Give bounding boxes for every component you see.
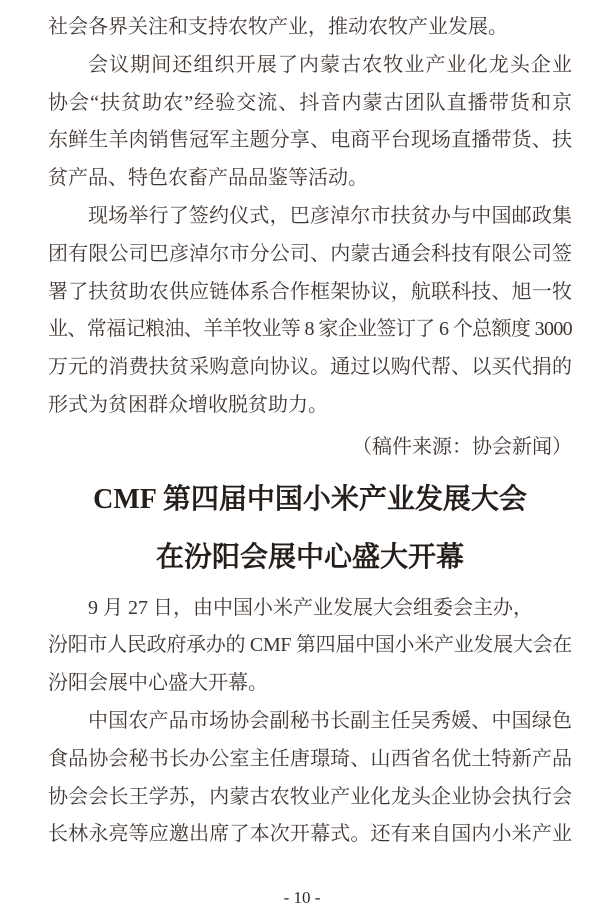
text-line: 协会“扶贫助农”经验交流、抖音内蒙古团队直播带货和京 — [48, 91, 572, 114]
text-line: 食品协会秘书长办公室主任唐璟琦、山西省名优土特新产品 — [48, 747, 572, 770]
text-line: 贫产品、特色农畜产品品鉴等活动。 — [48, 167, 368, 190]
text-line: 东鲜生羊肉销售冠军主题分享、电商平台现场直播带货、扶 — [48, 129, 572, 152]
text-line: 万元的消费扶贫采购意向协议。通过以购代帮、以买代捐的 — [48, 356, 572, 379]
text-line: 协会会长王学苏，内蒙古农牧业产业化龙头企业协会执行会 — [48, 785, 572, 808]
text-line: 中国农产品市场协会副秘书长副主任吴秀媛、中国绿色 — [88, 709, 572, 732]
text-line: 9 月 27 日，由中国小米产业发展大会组委会主办， — [88, 596, 533, 619]
text-line: 现场举行了签约仪式，巴彦淖尔市扶贫办与中国邮政集 — [88, 204, 572, 227]
page-number: - 10 - — [283, 888, 321, 907]
text-line: 形式为贫困群众增收脱贫助力。 — [48, 393, 328, 416]
article-new-body — [48, 590, 572, 855]
text-line: 汾阳会展中心盛大开幕。 — [48, 672, 268, 695]
article-title-line-1: CMF 第四届中国小米产业发展大会 — [93, 483, 527, 515]
article-continued-body — [48, 9, 572, 425]
text-line: 长林永亮等应邀出席了本次开幕式。还有来自国内小米产业 — [48, 823, 572, 846]
text-line: 署了扶贫助农供应链体系合作框架协议，航联科技、旭一牧 — [48, 280, 572, 303]
text-line: 社会各界关注和支持农牧产业，推动农牧产业发展。 — [48, 16, 508, 38]
article-title-line-2: 在汾阳会展中心盛大开幕 — [155, 541, 464, 573]
text-line: 汾阳市人民政府承办的 CMF 第四届中国小米产业发展大会在 — [48, 634, 572, 657]
text-line: 会议期间还组织开展了内蒙古农牧业产业化龙头企业 — [88, 53, 572, 76]
text-line: 业、常福记粮油、羊羊牧业等 8 家企业签订了 6 个总额度 3000 — [48, 318, 572, 341]
text-line: 团有限公司巴彦淖尔市分公司、内蒙古通会科技有限公司签 — [48, 242, 572, 265]
source-attribution-line: （稿件来源：协会新闻） — [352, 435, 572, 458]
